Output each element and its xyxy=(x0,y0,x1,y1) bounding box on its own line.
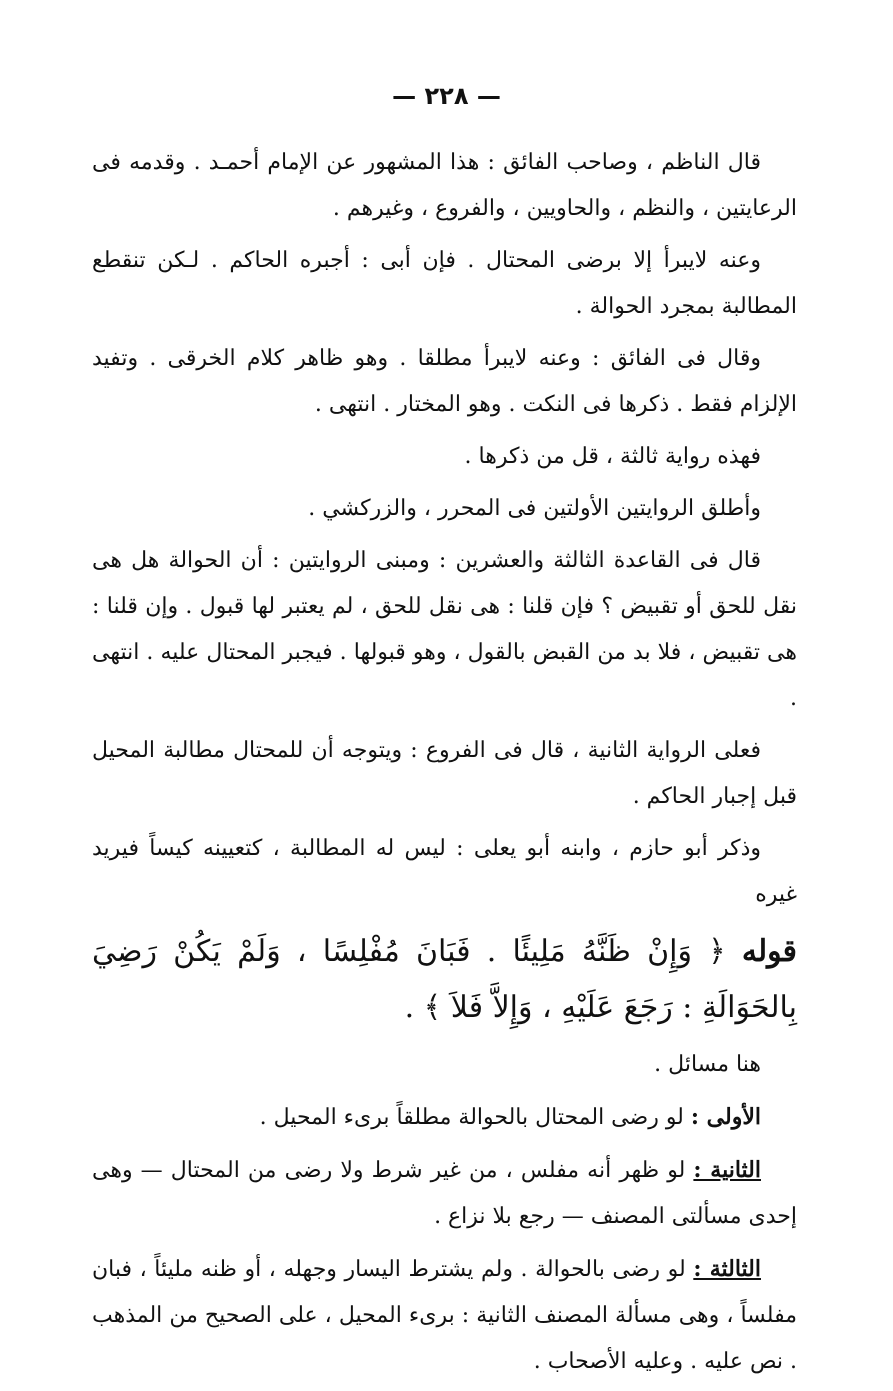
issue-label: الثانية : xyxy=(693,1157,761,1183)
paragraph: وأطلق الروايتين الأولتين فى المحرر ، والزركشي . xyxy=(308,496,761,521)
quran-lead: قوله xyxy=(741,934,797,969)
paragraph: قال الناظم ، وصاحب الفائق : هذا المشهور عن الإمام أحمـد . وقدمه فى الرعايتين ، والنظم ، والحاويين ، والفروع ، وغيرهم . xyxy=(92,150,797,221)
issue-second xyxy=(92,1147,797,1240)
issue-text: لو رضى المحتال بالحوالة مطلقاً برىء المحيل . xyxy=(259,1105,684,1130)
issue-text: لو ظهر أنه مفلس ، من غير شرط ولا رضى من المحتال — وهى إحدى مسألتى المصنف — رجع بلا نزاع . xyxy=(92,1158,797,1229)
quran-verse: ﴿ وَإِنْ ظَنَّهُ مَلِيئًا . فَبَانَ مُفْلِسًا ، وَلَمْ يَكُنْ رَضِيَ بِالحَوَالَةِ : رَجَعَ عَلَيْهِ ، وَإِلاَّ فَلاَ ﴾ . xyxy=(92,934,797,1025)
paragraph: فهذه رواية ثالثة ، قل من ذكرها . xyxy=(464,444,761,469)
paragraph: فعلى الرواية الثانية ، قال فى الفروع : ويتوجه أن للمحتال مطالبة المحيل قبل إجبار الحاكم . xyxy=(92,738,797,809)
issues-intro: هنا مسائل . xyxy=(654,1052,761,1077)
paragraph: وقال فى الفائق : وعنه لايبرأ مطلقا . وهو ظاهر كلام الخرقى . وتفيد الإلزام فقط . ذكرها فى النكت . وهو المختار . انتهى . xyxy=(92,346,797,417)
paragraph: وذكر أبو حازم ، وابنه أبو يعلى : ليس له المطالبة ، كتعيينه كيساً فيريد غيره xyxy=(92,836,797,907)
issue-label: الأولى : xyxy=(690,1104,761,1130)
page-number: — ٢٢٨ — xyxy=(392,82,501,110)
quran-quote xyxy=(92,924,797,1036)
issue-label: الثالثة : xyxy=(693,1256,761,1282)
issue-first xyxy=(92,1094,797,1141)
page-body xyxy=(92,140,797,1391)
issue-text: لو رضى بالحوالة . ولم يشترط اليسار وجهله ، أو ظنه مليئاً ، فبان مفلساً ، وهى مسألة المصنف الثانية : برىء المحيل ، على الصحيح من المذهب . نص عليه . وعليه الأصحاب . xyxy=(92,1257,797,1374)
issue-third xyxy=(92,1246,797,1385)
paragraph: وعنه لايبرأ إلا برضى المحتال . فإن أبى : أجبره الحاكم . لـكن تنقطع المطالبة بمجرد الحوالة . xyxy=(92,248,797,319)
paragraph: قال فى القاعدة الثالثة والعشرين : ومبنى الروايتين : أن الحوالة هل هى نقل للحق أو تقبيض ؟ فإن قلنا : هى نقل للحق ، لم يعتبر لها قبول . وإن قلنا : هى تقبيض ، فلا بد من القبض بالقول ، وهو قبولها . فيجبر المحتال عليه . انتهى . xyxy=(92,548,797,711)
